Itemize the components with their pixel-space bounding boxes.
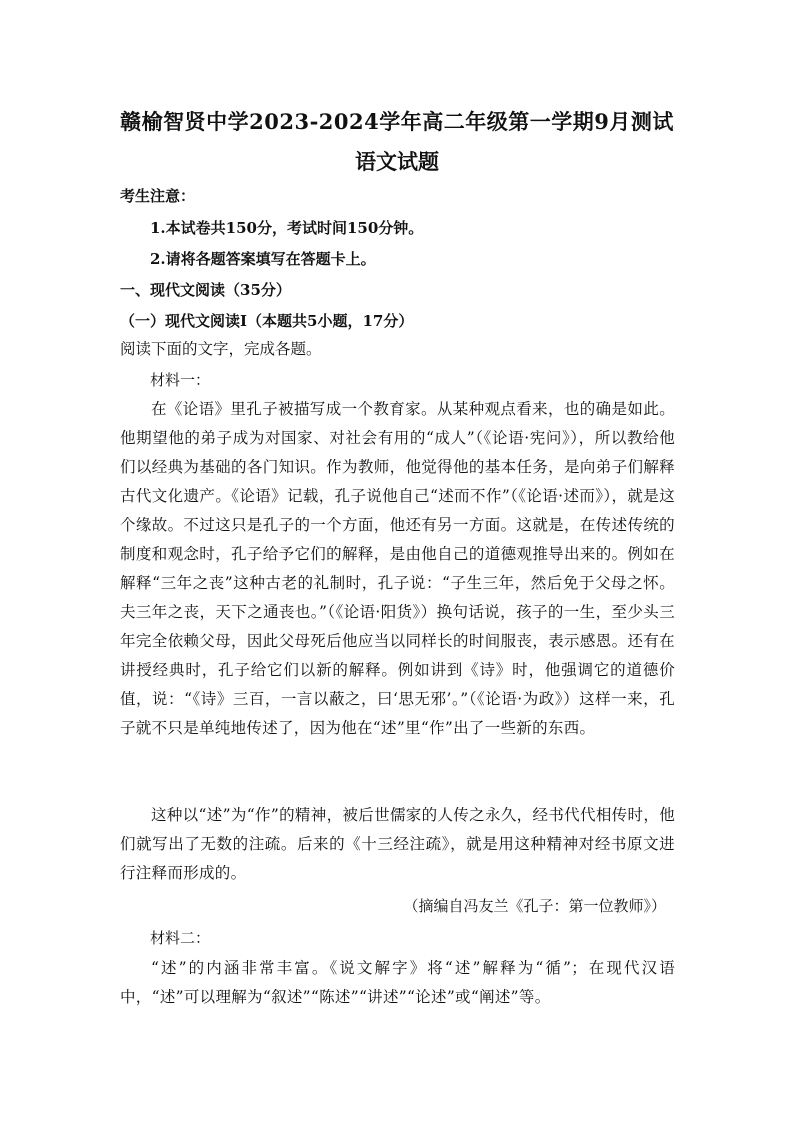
section-heading: 一、现代文阅读（35分） xyxy=(120,281,291,299)
material-1-label: 材料一： xyxy=(150,371,211,389)
material-1-paragraph-1: 在《论语》里孔子被描写成一个教育家。从某种观点看来，也的确是如此。他期望他的弟子成为对国家、对社会有用的“成人”（《论语·宪问》），所以教给他们以经典为基础的各门知识。作为教师，他觉得他的基本任务，是向弟子们解释古代文化遗产。《论语》记载，孔子说他自己“述而不作”（《论语·述而》），就是这个缘故。不过这只是孔子的一个方面，他还有另一方面。这就是，在传述传统的制度和观念时，孔子给予它们的解释，是由他自己的道德观推导出来的。例如在解释“三年之丧”这种古老的礼制时，孔子说：“子生三年，然后免于父母之怀。夫三年之丧，天下之通丧也。”（《论语·阳货》）换句话说，孩子的一生，至少头三年完全依赖父母，因此父母死后他应当以同样长的时间服丧，表示感恩。还有在讲授经典时，孔子给它们以新的解释。例如讲到《诗》时，他强调它的道德价值，说：“《诗》三百，一言以蔽之，曰‘思无邪’。”（《论语·为政》）这样一来，孔子就不只是单纯地传述了，因为他在“述”里“作”出了一些新的东西。 xyxy=(120,400,675,737)
material-1-paragraph-2: 这种以“述”为“作”的精神，被后世儒家的人传之永久，经书代代相传时，他们就写出了无数的注疏。后来的《十三经注疏》，就是用这种精神对经书原文进行注释而形成的。 xyxy=(120,806,675,882)
material-2-paragraph-1: “述”的内涵非常丰富。《说文解字》将“述”解释为“循”；在现代汉语中，“述”可以理解为“叙述”“陈述”“讲述”“论述”或“阐述”等。 xyxy=(120,959,675,1006)
exam-title: 赣榆智贤中学2023-2024学年高二年级第一学期9月测试 xyxy=(120,109,674,134)
notice-item-1: 1.本试卷共150分，考试时间150分钟。 xyxy=(150,219,424,237)
reading-instruction: 阅读下面的文字，完成各题。 xyxy=(120,340,322,358)
notice-item-2: 2.请将各题答案填写在答题卡上。 xyxy=(150,250,376,268)
material-2-label: 材料二： xyxy=(150,929,211,947)
notice-heading: 考生注意： xyxy=(120,187,196,205)
sub-section-heading: （一）现代文阅读Ⅰ（本题共5小题，17分） xyxy=(120,312,414,330)
material-1-source: （摘编自冯友兰《孔子：第一位教师》） xyxy=(403,897,666,915)
exam-subtitle: 语文试题 xyxy=(355,149,439,174)
